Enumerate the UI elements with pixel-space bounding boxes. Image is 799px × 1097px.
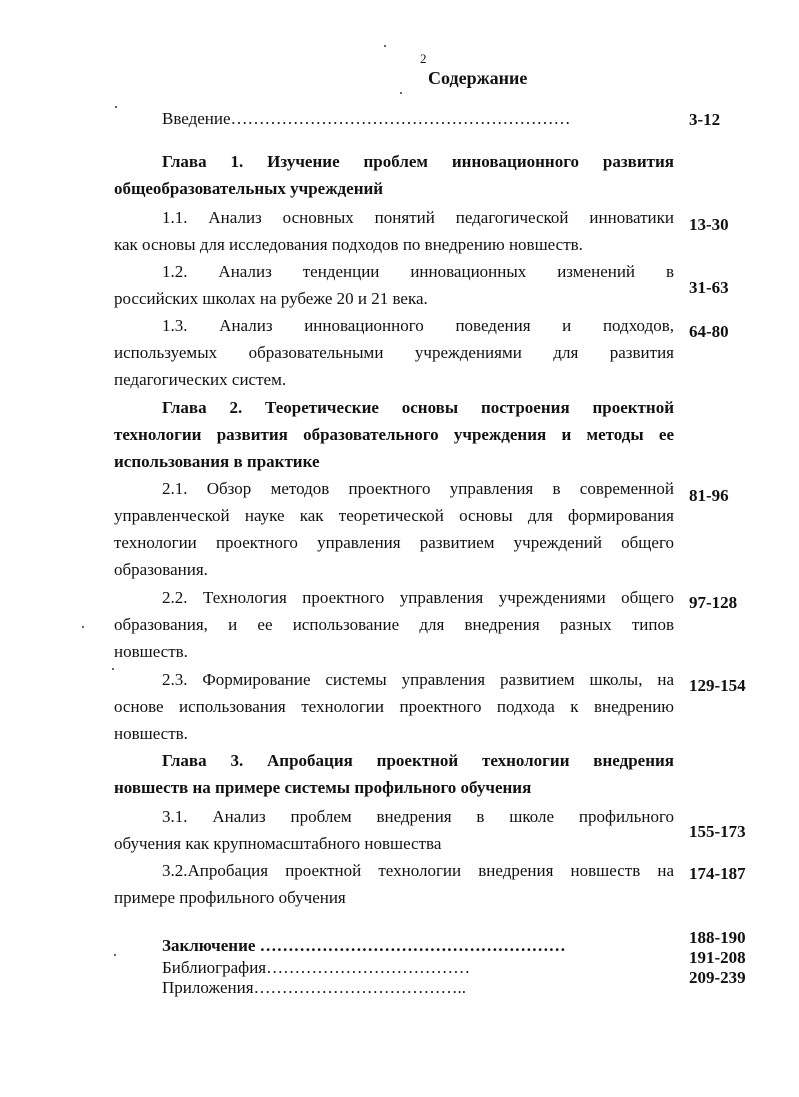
toc-section-2-2 — [114, 584, 674, 665]
toc-label: Заключение — [162, 936, 256, 955]
toc-line: 3.2.Апробация проектной технологии внедрения новшеств на — [162, 861, 674, 880]
toc-line: педагогических систем. — [114, 370, 287, 389]
toc-line: используемых образовательными учреждениями для развития — [114, 343, 674, 362]
toc-label: Приложения — [162, 978, 254, 997]
toc-section-2-1 — [114, 475, 674, 583]
toc-entry-bibliography — [162, 958, 470, 978]
scan-speck — [400, 92, 402, 94]
toc-chapter-2 — [114, 394, 674, 475]
toc-section-1-1 — [114, 204, 674, 258]
toc-pages: 13-30 — [689, 215, 729, 234]
toc-leader-dots: ……………………………….. — [253, 978, 467, 997]
toc-line: общеобразовательных учреждений — [114, 179, 384, 198]
toc-line: обучения как крупномасштабного новшества — [114, 834, 442, 853]
toc-line: 2.2. Технология проектного управления учреждениями общего — [162, 588, 674, 607]
toc-pages: 97-128 — [689, 593, 738, 612]
toc-line: новшеств. — [114, 724, 188, 743]
scan-speck — [82, 626, 84, 628]
toc-line: как основы для исследования подходов по внедрению новшеств. — [114, 235, 583, 254]
toc-line: управленческой науке как теоретической основы для формирования — [114, 506, 674, 525]
toc-entry-appendix — [162, 978, 466, 998]
toc-line: 1.1. Анализ основных понятий педагогической инноватики — [162, 208, 674, 227]
scan-speck — [115, 106, 117, 108]
toc-label: Введение — [162, 109, 231, 128]
toc-line: основе использования технологии проектного подхода к внедрению — [114, 697, 674, 716]
toc-leader-dots: ……………………………… — [266, 958, 471, 977]
toc-pages: 209-239 — [689, 968, 746, 987]
toc-chapter-3 — [114, 747, 674, 801]
toc-line: технологии проектного управления развитием учреждений общего — [114, 533, 674, 552]
toc-chapter-1 — [114, 148, 674, 202]
toc-line: Глава 2. Теоретические основы построения проектной — [162, 398, 674, 417]
toc-entry-conclusion — [162, 936, 566, 956]
toc-leader-dots: ……………………………………………… — [259, 936, 566, 955]
toc-line: 2.3. Формирование системы управления развитием школы, на — [162, 670, 674, 689]
toc-line: 2.1. Обзор методов проектного управления в современной — [162, 479, 674, 498]
toc-line: Глава 3. Апробация проектной технологии внедрения — [162, 751, 674, 770]
toc-line: образования. — [114, 560, 208, 579]
toc-line: 1.2. Анализ тенденции инновационных изменений в — [162, 262, 674, 281]
toc-pages: 129-154 — [689, 676, 746, 695]
toc-pages: 174-187 — [689, 864, 746, 883]
page-title: Содержание — [428, 68, 528, 88]
toc-line: образования, и ее использование для внедрения разных типов — [114, 615, 674, 634]
toc-section-1-2 — [114, 258, 674, 312]
toc-pages: 188-190 — [689, 928, 746, 947]
page-number: 2 — [420, 51, 427, 66]
toc-section-3-2 — [114, 857, 674, 911]
toc-label: Библиография — [162, 958, 267, 977]
toc-section-3-1 — [114, 803, 674, 857]
toc-line: использования в практике — [114, 452, 320, 471]
toc-entry-intro — [162, 109, 571, 129]
toc-pages: 3-12 — [689, 110, 721, 129]
toc-section-2-3 — [114, 666, 674, 747]
toc-line: российских школах на рубеже 20 и 21 века. — [114, 289, 428, 308]
toc-line: 1.3. Анализ инновационного поведения и подходов, — [162, 316, 674, 335]
toc-pages: 81-96 — [689, 486, 729, 505]
toc-line: 3.1. Анализ проблем внедрения в школе профильного — [162, 807, 674, 826]
toc-line: технологии развития образовательного учреждения и методы ее — [114, 425, 674, 444]
toc-pages: 64-80 — [689, 322, 729, 341]
scan-speck — [114, 954, 116, 956]
toc-line: новшеств на примере системы профильного обучения — [114, 778, 532, 797]
toc-pages: 155-173 — [689, 822, 746, 841]
toc-leader-dots: …………………………………………………… — [230, 109, 571, 128]
toc-pages: 191-208 — [689, 948, 746, 967]
toc-line: примере профильного обучения — [114, 888, 346, 907]
toc-section-1-3 — [114, 312, 674, 393]
toc-line: Глава 1. Изучение проблем инновационного развития — [162, 152, 674, 171]
toc-pages: 31-63 — [689, 278, 729, 297]
scan-speck — [384, 45, 386, 47]
toc-line: новшеств. — [114, 642, 188, 661]
